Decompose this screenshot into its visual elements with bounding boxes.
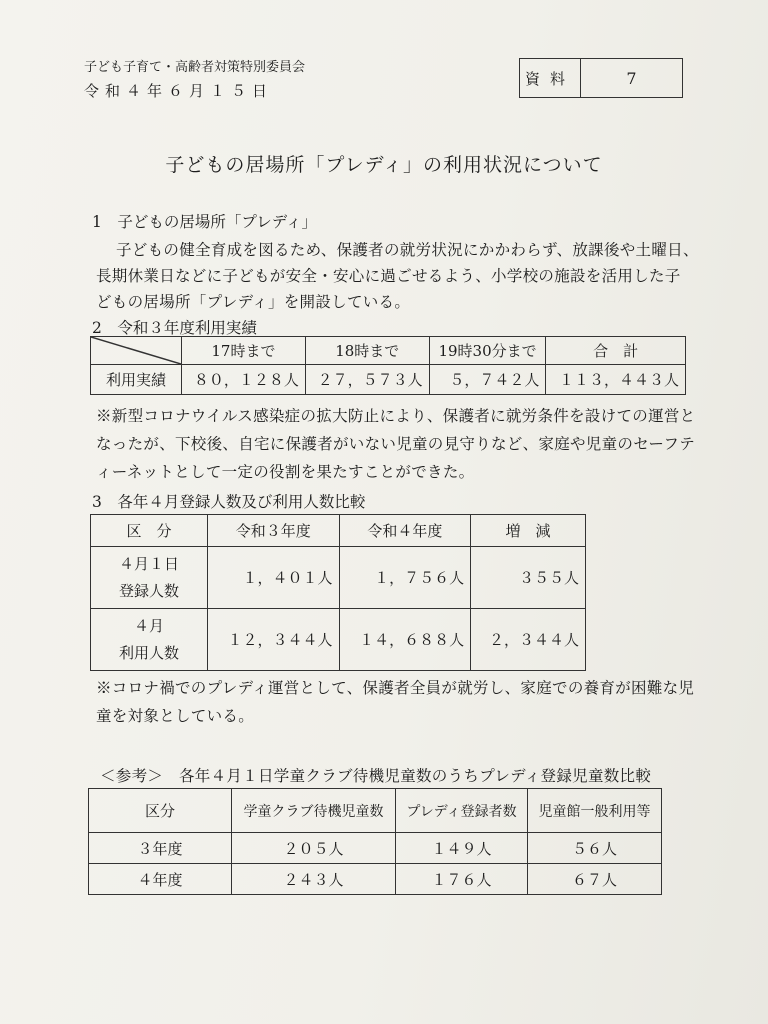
section1-line: どもの居場所「プレディ」を開設している。 <box>96 293 411 311</box>
table-row <box>89 864 662 895</box>
section2-note: ィーネットとして一定の役割を果たすことができた。 <box>96 463 475 481</box>
row-label <box>91 547 208 609</box>
section2-note: ※新型コロナウイルス感染症の拡大防止により、保護者に就労条件を設けての運営と <box>96 407 696 425</box>
section2-note: なったが、下校後、自宅に保護者がいない児童の見守りなど、家庭や児童のセーフテ <box>96 435 696 453</box>
page-title: 子どもの居場所「プレディ」の利用状況について <box>165 154 603 176</box>
column-header: 令和４年度 <box>339 515 471 547</box>
column-header: 区分 <box>89 789 232 833</box>
section3-heading: 3 各年４月登録人数及び利用人数比較 <box>92 493 366 511</box>
table-row <box>91 609 586 671</box>
table-cell: ２０５人 <box>232 833 396 864</box>
table-row <box>91 547 586 609</box>
section1-line: 長期休業日などに子どもが安全・安心に過ごせるよう、小学校の施設を活用した子 <box>96 267 681 285</box>
section1-line: 子どもの健全育成を図るため、保護者の就労状況にかかわらず、放課後や土曜日、 <box>116 241 699 259</box>
table-cell: ８０，１２８人 <box>182 365 306 395</box>
table-cell: ２７，５７３人 <box>305 365 429 395</box>
section3-note: ※コロナ禍でのプレディ運営として、保護者全員が就労し、家庭での養育が困難な児 <box>96 679 695 697</box>
table-cell: １，７５６人 <box>339 547 471 609</box>
doc-number: 7 <box>626 68 637 88</box>
registration-table <box>90 514 586 671</box>
section1-heading: 1 子どもの居場所「プレディ」 <box>92 213 318 231</box>
row-label-line: ４月 <box>133 616 164 635</box>
row-label: 利用実績 <box>91 365 182 395</box>
table-row <box>91 365 686 395</box>
table-row <box>91 337 686 365</box>
row-label: ４年度 <box>89 864 232 895</box>
row-label <box>91 609 208 671</box>
row-label-line: ４月１日 <box>118 554 179 573</box>
column-header: 18時まで <box>305 337 429 365</box>
column-header: 令和３年度 <box>208 515 340 547</box>
document-number-box <box>519 58 683 98</box>
table-cell: １７６人 <box>395 864 527 895</box>
row-label-line: 利用人数 <box>118 643 179 662</box>
table-row <box>91 515 586 547</box>
column-header: 学童クラブ待機児童数 <box>232 789 396 833</box>
table-cell: ３５５人 <box>471 547 586 609</box>
usage-table <box>90 336 686 395</box>
column-header: 増 減 <box>471 515 586 547</box>
table-cell: １１３，４４３人 <box>546 365 686 395</box>
table-cell: １４，６８８人 <box>339 609 471 671</box>
reference-table <box>88 788 662 895</box>
column-header: 区 分 <box>91 515 208 547</box>
committee-name: 子ども子育て・高齢者対策特別委員会 <box>84 60 306 75</box>
row-label: ３年度 <box>89 833 232 864</box>
document-date: 令和４年６月１５日 <box>84 82 274 100</box>
table-cell: ６７人 <box>528 864 662 895</box>
column-header: 児童館一般利用等 <box>528 789 662 833</box>
doc-label: 資料 <box>520 59 581 97</box>
table-row <box>89 789 662 833</box>
table-cell: ２４３人 <box>232 864 396 895</box>
table-cell: ２，３４４人 <box>471 609 586 671</box>
reference-heading: ＜参考＞ 各年４月１日学童クラブ待機児童数のうちプレディ登録児童数比較 <box>100 767 652 785</box>
table-cell: １，４０１人 <box>208 547 340 609</box>
column-header: 19時30分まで <box>429 337 546 365</box>
table-row <box>89 833 662 864</box>
table-cell: １４９人 <box>395 833 527 864</box>
column-header: 合 計 <box>546 337 686 365</box>
table-cell: ５６人 <box>528 833 662 864</box>
section3-note: 童を対象としている。 <box>96 707 255 725</box>
section2-heading: 2 令和３年度利用実績 <box>92 319 257 337</box>
column-header: プレディ登録者数 <box>395 789 527 833</box>
diagonal-header-cell <box>91 337 182 365</box>
table-cell: １２，３４４人 <box>208 609 340 671</box>
row-label-line: 登録人数 <box>118 581 179 600</box>
table-cell: ５，７４２人 <box>429 365 546 395</box>
column-header: 17時まで <box>182 337 306 365</box>
